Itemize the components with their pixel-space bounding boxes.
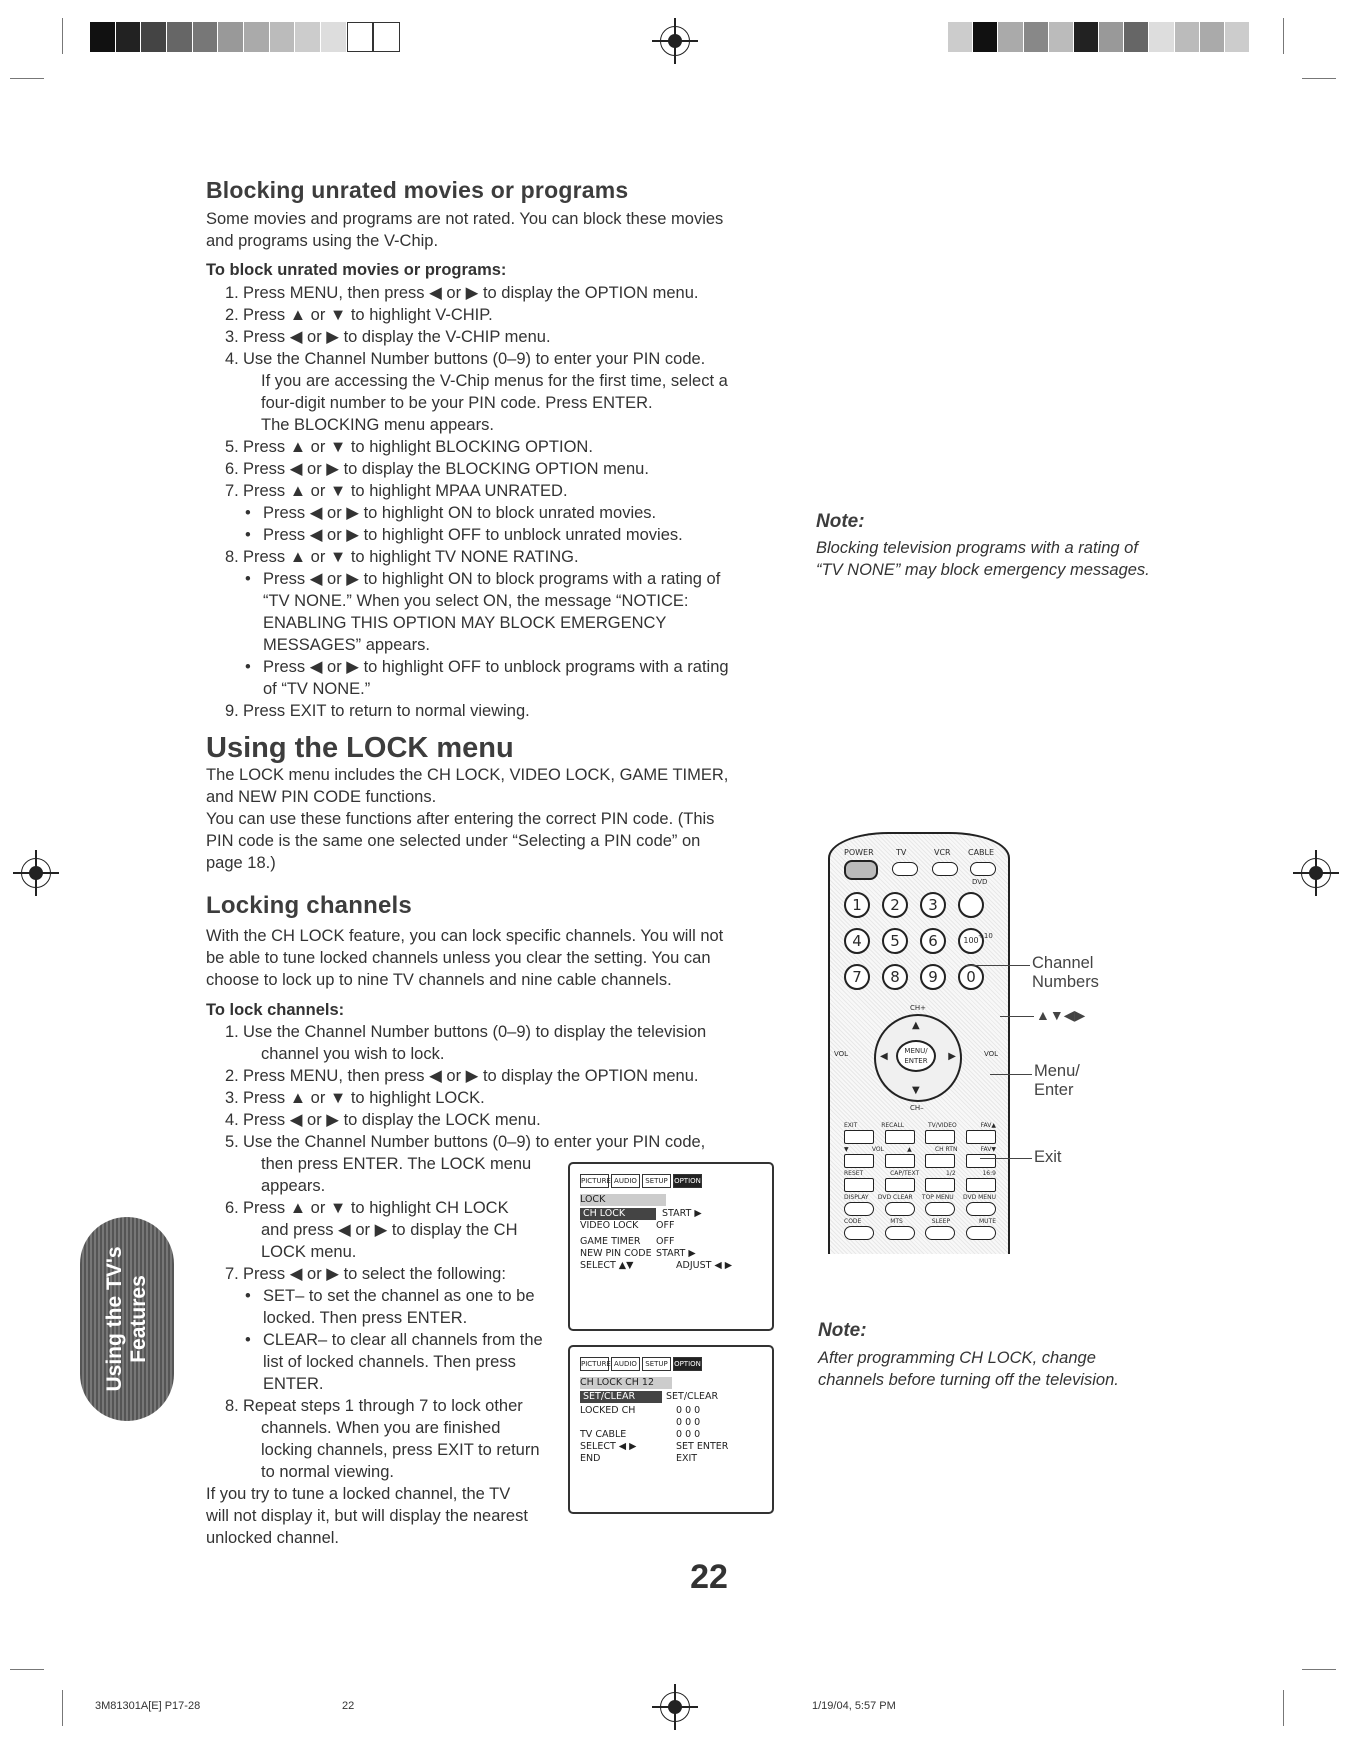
step-line	[206, 304, 786, 326]
menu-tabs	[580, 1357, 762, 1371]
step-text: Press ▲ or ▼ to highlight CH LOCK	[243, 1199, 509, 1217]
digit-button[interactable]: 1	[844, 892, 870, 918]
step-text: Press MENU, then press ◀ or ▶ to display the OPTION menu.	[243, 284, 699, 302]
remote-label: VOL	[871, 1146, 884, 1153]
remote-button[interactable]	[966, 1226, 996, 1240]
remote-label: MUTE	[978, 1218, 996, 1225]
footer-file-id: 3M81301A[E] P17-28	[95, 1700, 201, 1712]
intro-line: and programs using the V-Chip.	[206, 232, 439, 250]
remote-label: VOL	[984, 1050, 999, 1058]
remote-label-row	[844, 1194, 996, 1201]
menu-row-label: VIDEO LOCK	[580, 1220, 639, 1231]
registration-mark-icon	[1301, 858, 1331, 888]
callout-line	[980, 1158, 1032, 1159]
step-number: 7.	[225, 482, 239, 500]
menu-tab-setup: SETUP	[642, 1357, 671, 1371]
menu-row-value: 0 0 0	[676, 1405, 701, 1416]
menu-row-label: END	[580, 1453, 601, 1464]
cable-mode-button[interactable]	[970, 862, 996, 876]
step-line	[206, 546, 786, 568]
step-text: ENABLING THIS OPTION MAY BLOCK EMERGENCY	[263, 614, 667, 632]
remote-button-row	[844, 1130, 996, 1144]
remote-button-row	[844, 1154, 996, 1168]
step-text: ENTER.	[263, 1375, 324, 1393]
note-line: After programming CH LOCK, change	[818, 1349, 1096, 1367]
step-number: 8.	[225, 548, 239, 566]
remote-label-row	[844, 1122, 996, 1129]
step-number: 3.	[225, 1089, 239, 1107]
step-number: 4.	[225, 1111, 239, 1129]
step-text: Press EXIT to return to normal viewing.	[243, 702, 530, 720]
intro-line: Some movies and programs are not rated. You can block these movies	[206, 210, 724, 228]
remote-label: DISPLAY	[844, 1194, 869, 1201]
digit-button[interactable]: 0	[958, 964, 984, 990]
step-text: Press ▲ or ▼ to highlight V-CHIP.	[243, 306, 493, 324]
remote-label: ▲	[907, 1146, 912, 1153]
gray-scale-bar-left	[90, 22, 400, 52]
step-number: 4.	[225, 350, 239, 368]
callout-text: Enter	[1034, 1081, 1074, 1099]
note1-body	[816, 537, 1256, 581]
direction-pad[interactable]	[874, 1014, 962, 1102]
remote-label: 1/2	[945, 1170, 956, 1177]
step-line	[206, 590, 786, 612]
remote-function-buttons	[844, 1122, 996, 1240]
step-line	[206, 612, 786, 634]
step-text: then press ENTER. The LOCK menu	[261, 1155, 532, 1173]
callout-line	[966, 965, 1030, 966]
remote-button[interactable]	[844, 1226, 874, 1240]
right-arrow-icon[interactable]: ▶	[948, 1051, 956, 1062]
menu-tabs	[580, 1174, 762, 1188]
menu-row-value: SET ENTER	[676, 1441, 729, 1452]
remote-button[interactable]	[925, 1130, 955, 1144]
step-text: The BLOCKING menu appears.	[261, 416, 494, 434]
digit-button[interactable]: 6	[920, 928, 946, 954]
body-line: You can use these functions after entering the correct PIN code. (This	[206, 810, 715, 828]
remote-button[interactable]	[966, 1202, 996, 1216]
step-number: •	[245, 504, 251, 522]
remote-label: FAV▼	[980, 1146, 996, 1153]
menu-row-value: OFF	[656, 1236, 675, 1247]
step-line	[206, 1131, 786, 1153]
step-text: Use the Channel Number buttons (0–9) to enter your PIN code,	[243, 1133, 706, 1151]
remote-button[interactable]	[844, 1202, 874, 1216]
remote-label: MTS	[890, 1218, 903, 1225]
digit-button[interactable]: 9	[920, 964, 946, 990]
body-line: be able to tune locked channels unless you clear the setting. You can	[206, 949, 711, 967]
body-line: If you try to tune a locked channel, the TV	[206, 1485, 511, 1503]
step-text: Press ◀ or ▶ to display the BLOCKING OPTION menu.	[243, 460, 649, 478]
note-line: channels before turning off the television.	[818, 1371, 1119, 1389]
step-text: If you are accessing the V-Chip menus for the first time, select a	[261, 372, 728, 390]
remote-button[interactable]	[925, 1202, 955, 1216]
step-number: •	[245, 1331, 251, 1349]
menu-row-label: SET/CLEAR	[580, 1391, 662, 1403]
remote-label: +10	[978, 932, 993, 940]
note2-body	[818, 1347, 1258, 1391]
remote-button[interactable]	[885, 1130, 915, 1144]
digit-button[interactable]: 5	[882, 928, 908, 954]
remote-button[interactable]	[844, 1130, 874, 1144]
power-button[interactable]	[844, 860, 878, 880]
step-line	[206, 678, 786, 700]
menu-tab-picture: PICTURE	[580, 1174, 609, 1188]
crop-mark	[1283, 18, 1284, 54]
remote-button[interactable]	[925, 1178, 955, 1192]
left-arrow-icon[interactable]: ◀	[880, 1051, 888, 1062]
digit-button[interactable]: 4	[844, 928, 870, 954]
registration-mark-icon	[660, 26, 690, 56]
body-line: PIN code is the same one selected under “Selecting a PIN code” on	[206, 832, 701, 850]
crop-mark	[62, 1690, 63, 1726]
step-line	[206, 1087, 786, 1109]
menu-row-label: GAME TIMER	[580, 1236, 641, 1247]
callout-text: Channel	[1032, 954, 1094, 972]
step-line	[206, 348, 786, 370]
registration-mark-icon	[660, 1692, 690, 1722]
step-line	[206, 282, 786, 304]
remote-button[interactable]	[885, 1154, 915, 1168]
callout-text: Numbers	[1032, 973, 1099, 991]
remote-label: RESET	[844, 1170, 864, 1177]
step-line	[206, 326, 786, 348]
step-text: Press ▲ or ▼ to highlight LOCK.	[243, 1089, 485, 1107]
step-number: •	[245, 570, 251, 588]
step-number: 2.	[225, 306, 239, 324]
crop-mark	[1302, 1669, 1336, 1670]
step-number: 8.	[225, 1397, 239, 1415]
side-tab-text: Features	[127, 1275, 150, 1363]
step-line	[206, 480, 786, 502]
step-text: Press ◀ or ▶ to highlight ON to block unrated movies.	[263, 504, 657, 522]
step-text: list of locked channels. Then press	[263, 1353, 516, 1371]
footer-page: 22	[342, 1700, 355, 1712]
remote-button-row	[844, 1226, 996, 1240]
step-number: 6.	[225, 460, 239, 478]
body-line: choose to lock up to nine TV channels and nine cable channels.	[206, 971, 672, 989]
step-text: channels. When you are finished	[261, 1419, 501, 1437]
callout-line	[990, 1074, 1032, 1075]
body-line: unlocked channel.	[206, 1529, 340, 1547]
step-text: LOCK menu.	[261, 1243, 357, 1261]
section-title-locking-channels: Locking channels	[206, 892, 412, 919]
side-tab	[80, 1217, 174, 1421]
remote-label: DVD CLEAR	[877, 1194, 913, 1201]
remote-button[interactable]	[885, 1226, 915, 1240]
step-line	[206, 458, 786, 480]
step-text: Use the Channel Number buttons (0–9) to enter your PIN code.	[243, 350, 706, 368]
body-line: page 18.)	[206, 854, 276, 872]
remote-label: VOL	[834, 1050, 849, 1058]
step-text: to normal viewing.	[261, 1463, 394, 1481]
remote-label: 16:9	[982, 1170, 996, 1177]
remote-label: POWER	[844, 848, 874, 857]
menu-row-label: SELECT ▲▼	[580, 1260, 634, 1271]
menu-row-value: START ▶	[656, 1248, 696, 1259]
step-text: CLEAR– to clear all channels from the	[263, 1331, 543, 1349]
step-number: 3.	[225, 328, 239, 346]
body-line: With the CH LOCK feature, you can lock specific channels. You will not	[206, 927, 724, 945]
digit-button[interactable]: 8	[882, 964, 908, 990]
step-line	[206, 392, 786, 414]
remote-label: ▼	[844, 1146, 849, 1153]
note-line: “TV NONE” may block emergency messages.	[816, 561, 1150, 579]
remote-control	[828, 832, 1010, 1254]
step-number: 5.	[225, 438, 239, 456]
callout-text: Menu/	[1034, 1062, 1080, 1080]
section-title-blocking-unrated: Blocking unrated movies or programs	[206, 177, 629, 203]
callout-line	[1000, 1016, 1034, 1017]
step-number: •	[245, 658, 251, 676]
step-line	[206, 1021, 786, 1043]
step-number: 7.	[225, 1265, 239, 1283]
remote-label: CABLE	[968, 848, 995, 857]
note-heading: Note:	[818, 1320, 867, 1341]
remote-label: VCR	[934, 848, 951, 857]
menu-row-label: CH LOCK	[580, 1208, 656, 1220]
menu-row-label: NEW PIN CODE	[580, 1248, 652, 1259]
step-text: appears.	[261, 1177, 326, 1195]
menu-row-value: 0 0 0	[676, 1429, 701, 1440]
menu-row-value: ADJUST ◀ ▶	[676, 1260, 733, 1271]
step-text: Press ◀ or ▶ to select the following:	[243, 1265, 506, 1283]
tv-mode-button[interactable]	[892, 862, 918, 876]
step-text: Press ◀ or ▶ to highlight ON to block programs with a rating of	[263, 570, 721, 588]
step-line	[206, 436, 786, 458]
step-number: •	[245, 1287, 251, 1305]
step-number: 1.	[225, 284, 239, 302]
step-number: 5.	[225, 1133, 239, 1151]
remote-label-row	[844, 1218, 996, 1225]
step-text: Press ▲ or ▼ to highlight MPAA UNRATED.	[243, 482, 568, 500]
step-line	[206, 656, 786, 678]
callout-channel-numbers	[1032, 954, 1099, 992]
up-arrow-icon[interactable]: ▲	[912, 1020, 920, 1031]
step-line	[206, 568, 786, 590]
menu-row-value: 0 0 0	[676, 1417, 701, 1428]
section3-body	[206, 925, 786, 991]
crop-mark	[1302, 78, 1336, 79]
remote-button-row	[844, 1178, 996, 1192]
remote-label: DVD	[972, 878, 988, 886]
remote-label: CH+	[910, 1004, 927, 1012]
step-text: Repeat steps 1 through 7 to lock other	[243, 1397, 523, 1415]
step-line	[206, 502, 786, 524]
step-number: 9.	[225, 702, 239, 720]
remote-label: CODE	[844, 1218, 862, 1225]
remote-button[interactable]	[885, 1202, 915, 1216]
menu-row-value: SET/CLEAR	[666, 1391, 719, 1402]
menu-row-value: EXIT	[676, 1453, 698, 1464]
section3-subheading: To lock channels:	[206, 1001, 345, 1019]
ch-lock-menu-screen	[568, 1345, 774, 1514]
step-number: 2.	[225, 1067, 239, 1085]
lock-menu-screen	[568, 1162, 774, 1331]
step-text: channel you wish to lock.	[261, 1045, 445, 1063]
section1-intro	[206, 208, 766, 252]
menu-row-label: SELECT ◀ ▶	[580, 1441, 637, 1452]
remote-label: DVD MENU	[962, 1194, 996, 1201]
menu-tab-setup: SETUP	[642, 1174, 671, 1188]
remote-label: RECALL	[881, 1122, 905, 1129]
menu-tab-option: OPTION	[673, 1174, 702, 1188]
step-text: SET– to set the channel as one to be	[263, 1287, 535, 1305]
step-text: Press ◀ or ▶ to display the V-CHIP menu.	[243, 328, 551, 346]
remote-label-row	[844, 1170, 996, 1177]
remote-label: SLEEP	[931, 1218, 951, 1225]
side-tab-text: Using the TV's	[103, 1246, 126, 1392]
digit-button[interactable]: 3	[920, 892, 946, 918]
section1-subheading: To block unrated movies or programs:	[206, 261, 507, 279]
remote-label: EXIT	[844, 1122, 858, 1129]
step-line	[206, 1065, 786, 1087]
menu-row-label	[580, 1417, 676, 1429]
menu-tab-picture: PICTURE	[580, 1357, 609, 1371]
remote-label-row	[844, 1146, 996, 1153]
step-line	[206, 414, 786, 436]
digit-button[interactable]	[958, 892, 984, 918]
remote-button[interactable]	[925, 1226, 955, 1240]
menu-tab-audio: AUDIO	[611, 1357, 640, 1371]
section-title-lock-menu: Using the LOCK menu	[206, 732, 514, 764]
remote-button[interactable]	[966, 1130, 996, 1144]
crop-mark	[1283, 1690, 1284, 1726]
menu-row-label: TV CABLE	[580, 1429, 627, 1440]
step-text: MESSAGES” appears.	[263, 636, 430, 654]
step-text: four-digit number to be your PIN code. Press ENTER.	[261, 394, 653, 412]
remote-button[interactable]	[844, 1178, 874, 1192]
crop-mark	[62, 18, 63, 54]
note-line: Blocking television programs with a rating of	[816, 539, 1138, 557]
remote-button[interactable]	[844, 1154, 874, 1168]
remote-label: FAV▲	[980, 1122, 996, 1129]
menu-title: CH LOCK CH 12	[580, 1377, 672, 1389]
remote-label: TV	[896, 848, 907, 857]
note-heading: Note:	[816, 511, 865, 532]
step-text: Use the Channel Number buttons (0–9) to display the television	[243, 1023, 707, 1041]
step-line	[206, 1043, 786, 1065]
vcr-mode-button[interactable]	[932, 862, 958, 876]
menu-tab-audio: AUDIO	[611, 1174, 640, 1188]
menu-row-value: START ▶	[662, 1208, 702, 1219]
step-text: “TV NONE.” When you select ON, the message “NOTICE:	[263, 592, 689, 610]
remote-label: TV/VIDEO	[927, 1122, 957, 1129]
remote-button-row	[844, 1202, 996, 1216]
callout-menu-enter	[1034, 1062, 1080, 1100]
section2-body	[206, 764, 786, 874]
registration-mark-icon	[21, 858, 51, 888]
menu-title: LOCK	[580, 1194, 666, 1206]
down-arrow-icon[interactable]: ▼	[912, 1085, 920, 1096]
remote-button[interactable]	[925, 1154, 955, 1168]
remote-label: CH RTN	[934, 1146, 958, 1153]
menu-tab-option: OPTION	[673, 1357, 702, 1371]
remote-label: MENU/	[904, 1047, 928, 1055]
section3-closing	[206, 1483, 566, 1549]
step-line	[206, 700, 786, 722]
step-text: Press ▲ or ▼ to highlight TV NONE RATING.	[243, 548, 579, 566]
remote-button[interactable]	[966, 1154, 996, 1168]
crop-mark	[10, 78, 44, 79]
body-line: The LOCK menu includes the CH LOCK, VIDEO LOCK, GAME TIMER,	[206, 766, 729, 784]
digit-button[interactable]: 100	[958, 928, 984, 954]
remote-button[interactable]	[885, 1178, 915, 1192]
menu-enter-button[interactable]	[896, 1040, 936, 1072]
step-number: 6.	[225, 1199, 239, 1217]
remote-label: TOP MENU	[921, 1194, 954, 1201]
digit-button[interactable]: 2	[882, 892, 908, 918]
step-line	[206, 524, 786, 546]
step-number: •	[245, 526, 251, 544]
step-text: Press ▲ or ▼ to highlight BLOCKING OPTION.	[243, 438, 593, 456]
step-line	[206, 1109, 786, 1131]
step-text: locked. Then press ENTER.	[263, 1309, 468, 1327]
step-text: of “TV NONE.”	[263, 680, 371, 698]
step-number: 1.	[225, 1023, 239, 1041]
step-text: Press ◀ or ▶ to display the LOCK menu.	[243, 1111, 541, 1129]
step-text: Press ◀ or ▶ to highlight OFF to unblock programs with a rating	[263, 658, 729, 676]
callout-exit: Exit	[1034, 1148, 1062, 1166]
channel-number-buttons	[844, 892, 996, 990]
body-line: and NEW PIN CODE functions.	[206, 788, 437, 806]
step-text: Press ◀ or ▶ to highlight OFF to unblock unrated movies.	[263, 526, 683, 544]
footer-timestamp: 1/19/04, 5:57 PM	[812, 1700, 896, 1712]
remote-label: CH–	[910, 1104, 924, 1112]
step-text: Press MENU, then press ◀ or ▶ to display the OPTION menu.	[243, 1067, 699, 1085]
step-line	[206, 370, 786, 392]
remote-label: CAP/TEXT	[890, 1170, 920, 1177]
digit-button[interactable]: 7	[844, 964, 870, 990]
remote-button[interactable]	[966, 1178, 996, 1192]
body-line: will not display it, but will display the nearest	[206, 1507, 528, 1525]
menu-row-value: OFF	[656, 1220, 675, 1231]
step-text: locking channels, press EXIT to return	[261, 1441, 540, 1459]
step-text: and press ◀ or ▶ to display the CH	[261, 1221, 518, 1239]
page-number: 22	[690, 1558, 728, 1596]
menu-row-label: LOCKED CH	[580, 1405, 636, 1416]
step-line	[206, 634, 786, 656]
callout-arrows: ▲▼◀▶	[1036, 1007, 1086, 1023]
gray-scale-bar-right	[948, 22, 1250, 52]
section1-steps	[206, 282, 786, 722]
crop-mark	[10, 1669, 44, 1670]
remote-label: ENTER	[904, 1057, 928, 1065]
